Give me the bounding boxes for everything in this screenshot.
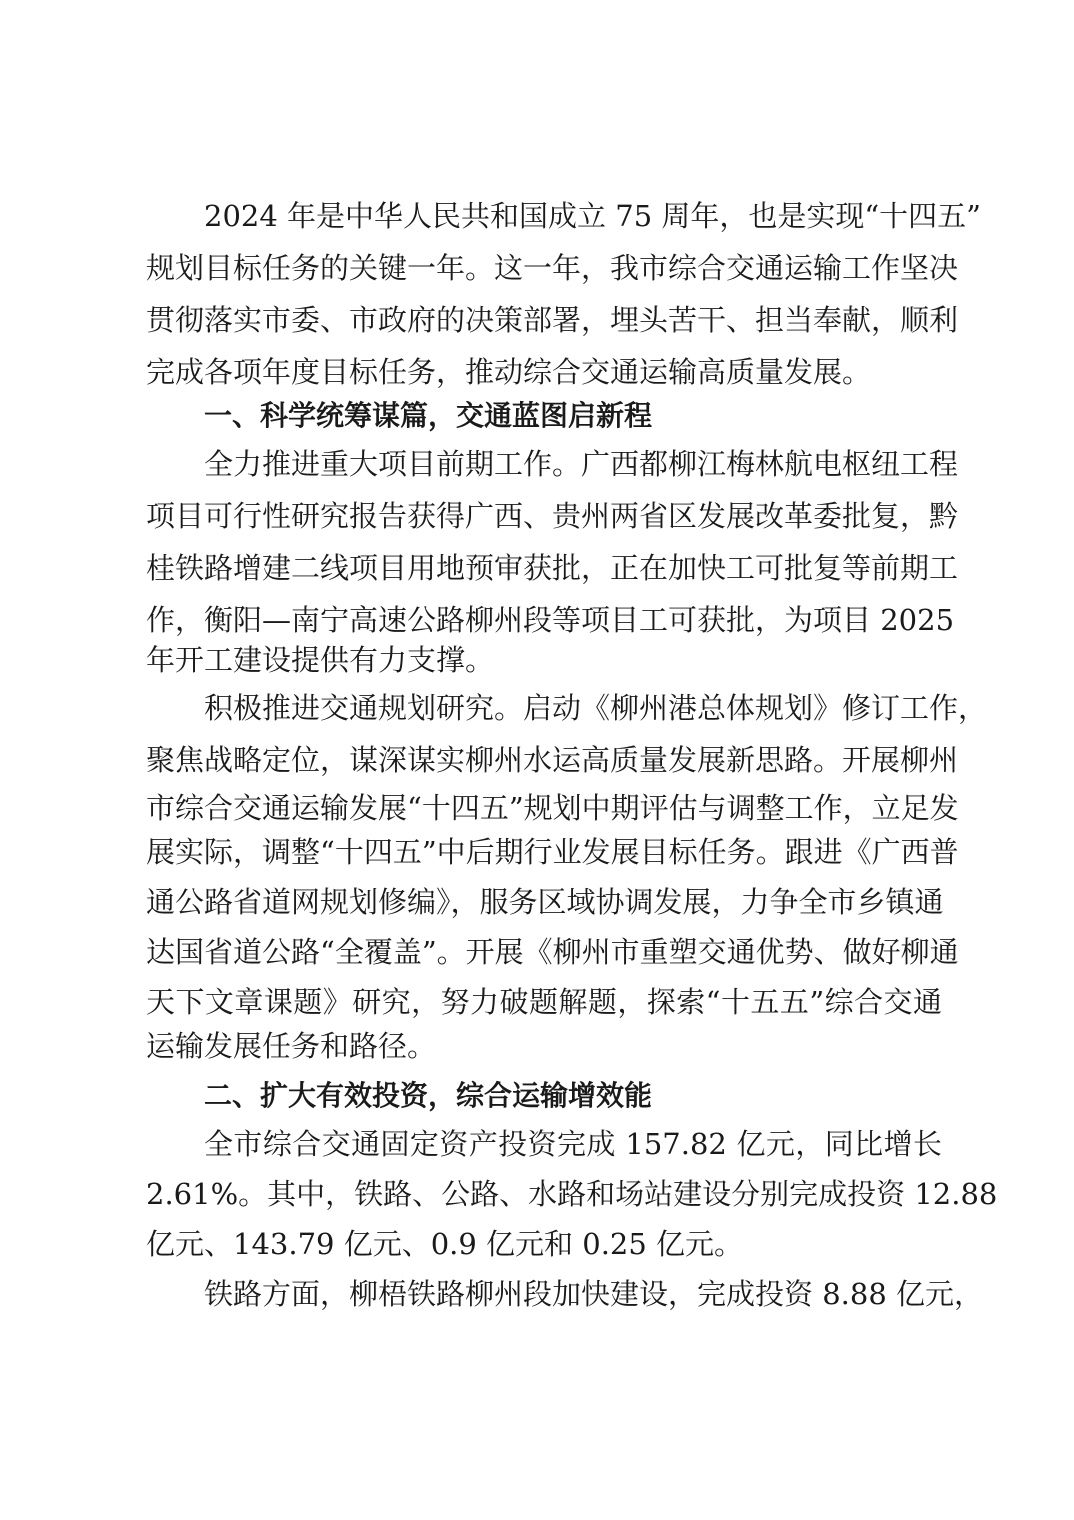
intro-line-4: 完成各项年度目标任务，推动综合交通运输高质量发展。	[146, 355, 872, 389]
projects-line-5: 年开工建设提供有力支撑。	[146, 643, 495, 677]
investment-line-2: 2.61%。其中，铁路、公路、水路和场站建设分别完成投资 12.88	[146, 1177, 998, 1211]
intro-line-1: 2024 年是中华人民共和国成立 75 周年，也是实现“十四五”	[204, 199, 982, 233]
projects-line-2: 项目可行性研究报告获得广西、贵州两省区发展改革委批复，黔	[146, 499, 959, 533]
planning-line-6: 达国省道公路“全覆盖”。开展《柳州市重塑交通优势、做好柳通	[146, 935, 959, 969]
intro-line-2: 规划目标任务的关键一年。这一年，我市综合交通运输工作坚决	[146, 251, 959, 285]
section-heading-2: 二、扩大有效投资，综合运输增效能	[204, 1079, 653, 1112]
section-heading-1: 一、科学统筹谋篇，交通蓝图启新程	[204, 399, 653, 432]
planning-line-4: 展实际，调整“十四五”中后期行业发展目标任务。跟进《广西普	[146, 835, 959, 869]
projects-line-1: 全力推进重大项目前期工作。广西都柳江梅林航电枢纽工程	[204, 447, 959, 481]
intro-line-3: 贯彻落实市委、市政府的决策部署，埋头苦干、担当奉献，顺利	[146, 303, 959, 337]
planning-line-7: 天下文章课题》研究，努力破题解题，探索“十五五”综合交通	[146, 985, 942, 1019]
planning-line-3: 市综合交通运输发展“十四五”规划中期评估与调整工作，立足发	[146, 791, 959, 825]
railway-line-1: 铁路方面，柳梧铁路柳州段加快建设，完成投资 8.88 亿元，	[204, 1277, 984, 1311]
planning-line-8: 运输发展任务和路径。	[146, 1029, 437, 1063]
projects-line-3: 桂铁路增建二线项目用地预审获批，正在加快工可批复等前期工	[146, 551, 959, 585]
projects-line-4: 作，衡阳—南宁高速公路柳州段等项目工可获批，为项目 2025	[146, 603, 955, 637]
investment-line-3: 亿元、143.79 亿元、0.9 亿元和 0.25 亿元。	[146, 1227, 744, 1261]
investment-line-1: 全市综合交通固定资产投资完成 157.82 亿元，同比增长	[204, 1127, 942, 1161]
planning-line-5: 通公路省道网规划修编》，服务区域协调发展，力争全市乡镇通	[146, 885, 944, 919]
planning-line-2: 聚焦战略定位，谋深谋实柳州水运高质量发展新思路。开展柳州	[146, 743, 959, 777]
planning-line-1: 积极推进交通规划研究。启动《柳州港总体规划》修订工作，	[204, 691, 988, 725]
